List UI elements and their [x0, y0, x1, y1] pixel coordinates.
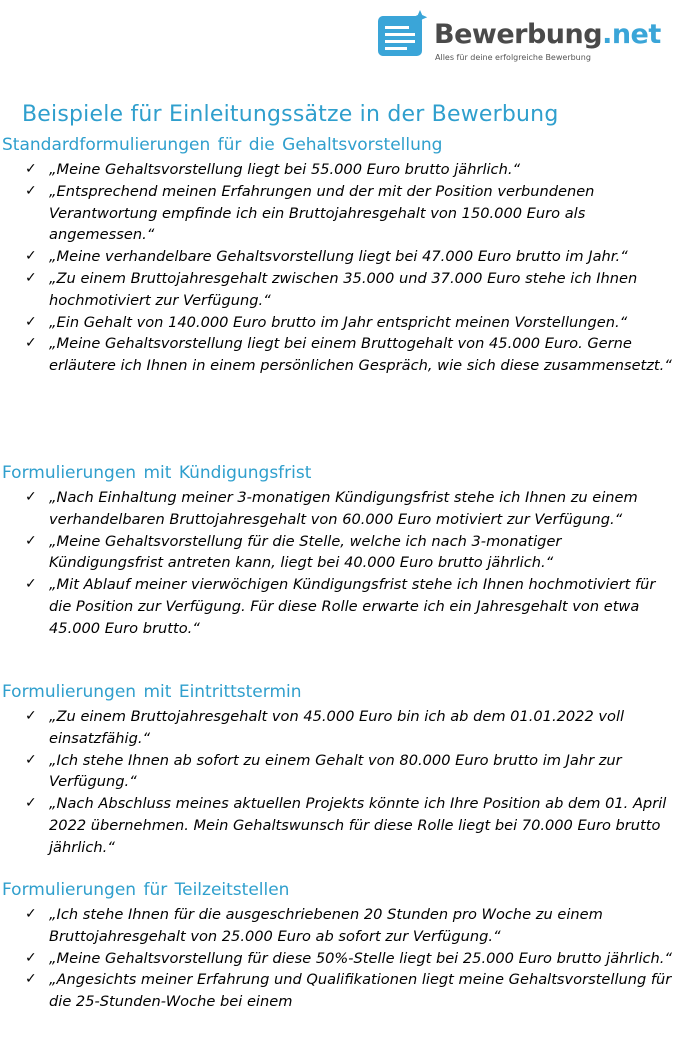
check-icon: ✓	[25, 708, 37, 724]
item-text: „Meine Gehaltsvorstellung liegt bei 55.000 Euro brutto jährlich.“	[49, 161, 521, 178]
list-item	[0, 904, 681, 948]
check-icon: ✓	[25, 532, 37, 549]
section-kuendigungsfrist	[0, 461, 681, 640]
list-item	[0, 333, 681, 377]
list-item	[0, 706, 681, 750]
list-item	[0, 181, 681, 246]
item-text: „Mit Ablauf meiner vierwöchigen Kündigungsfrist stehe ich Ihnen hochmotiviert für die Position zur Verfügung. Für diese Rolle erwarte ich ein Jahresgehalt von etwa 45.000 Euro brutto.“	[49, 576, 656, 637]
brand-tld: .net	[602, 19, 661, 50]
item-text: „Meine Gehaltsvorstellung für diese 50%-Stelle liegt bei 25.000 Euro brutto jährlich.“	[49, 949, 672, 967]
item-text: „Entsprechend meinen Erfahrungen und der mit der Position verbundenen Verantwortung empfinde ich ein Bruttojahresgehalt von 150.000 Euro als angemessen.“	[49, 182, 595, 244]
brand-name: Bewerbung	[434, 19, 603, 50]
list-item	[0, 750, 681, 794]
brand-tagline: Alles für deine erfolgreiche Bewerbung	[435, 53, 591, 62]
section-heading: Formulierungen mit Eintrittstermin	[2, 682, 302, 702]
section-teilzeit	[0, 878, 681, 1013]
section-heading: Formulierungen mit Kündigungsfrist	[2, 463, 312, 483]
check-icon: ✓	[25, 269, 37, 286]
section-heading: Formulierungen für Teilzeitstellen	[2, 880, 290, 900]
list-item	[0, 793, 681, 858]
list-item	[0, 246, 681, 268]
item-text: „Ein Gehalt von 140.000 Euro brutto im Jahr entspricht meinen Vorstellungen.“	[49, 313, 628, 331]
check-icon: ✓	[25, 248, 37, 265]
section-heading: Standardformulierungen für die Gehaltsvorstellung	[2, 135, 443, 155]
check-icon: ✓	[25, 313, 37, 330]
check-icon: ✓	[25, 335, 37, 352]
item-text: „Angesichts meiner Erfahrung und Qualifikationen liegt meine Gehaltsvorstellung für die 25-Stunden-Woche bei einem	[49, 971, 672, 1011]
check-icon: ✓	[25, 751, 37, 768]
list-item	[0, 531, 681, 575]
check-icon: ✓	[25, 182, 37, 199]
item-text: „Ich stehe Ihnen für die ausgeschriebenen 20 Stunden pro Woche zu einem Bruttojahresgehalt von 25.000 Euro ab sofort zur Verfügung.“	[49, 906, 603, 945]
item-text: „Ich stehe Ihnen ab sofort zu einem Gehalt von 80.000 Euro brutto im Jahr zur Verfügung.“	[49, 751, 622, 791]
list-item	[0, 312, 681, 334]
list-item	[0, 574, 681, 639]
list-item	[0, 487, 681, 531]
item-text: „Meine Gehaltsvorstellung liegt bei einem Bruttogehalt von 45.000 Euro. Gerne erläutere ich Ihnen in einem persönlichen Gespräch, wie sich diese zusammensetzt.“	[49, 335, 672, 375]
check-icon: ✓	[25, 795, 37, 812]
item-list	[0, 904, 681, 1013]
list-item	[0, 969, 681, 1013]
check-icon: ✓	[25, 949, 37, 966]
item-text: „Meine verhandelbare Gehaltsvorstellung liegt bei 47.000 Euro brutto im Jahr.“	[49, 248, 628, 266]
check-icon: ✓	[25, 576, 37, 593]
list-item	[0, 159, 681, 181]
check-icon: ✓	[25, 489, 37, 505]
item-text: „Zu einem Bruttojahresgehalt von 45.000 Euro bin ich ab dem 01.01.2022 voll einsatzfähig.“	[49, 708, 625, 747]
section-standard	[0, 133, 681, 377]
item-text: „Zu einem Bruttojahresgehalt zwischen 35.000 und 37.000 Euro stehe ich Ihnen hochmotiviert zur Verfügung.“	[49, 269, 638, 309]
check-icon: ✓	[25, 161, 37, 177]
section-eintrittstermin	[0, 680, 681, 859]
check-icon: ✓	[25, 906, 37, 922]
list-item	[0, 268, 681, 312]
list-item	[0, 948, 681, 970]
item-text: „Nach Abschluss meines aktuellen Projekts könnte ich Ihre Position ab dem 01. April 2022 übernehmen. Mein Gehaltswunsch für diese Rolle liegt bei 70.000 Euro brutto jährlich.“	[49, 795, 667, 856]
document-lines-icon	[376, 8, 432, 60]
item-list	[0, 159, 681, 377]
check-icon: ✓	[25, 971, 37, 988]
item-text: „Nach Einhaltung meiner 3-monatigen Kündigungsfrist stehe ich Ihnen zu einem verhandelbaren Bruttojahresgehalt von 60.000 Euro motiviert zur Verfügung.“	[49, 489, 638, 528]
item-list	[0, 487, 681, 640]
document-title: Beispiele für Einleitungssätze in der Bewerbung	[22, 101, 559, 127]
item-list	[0, 706, 681, 859]
brand-logo[interactable]	[374, 4, 676, 68]
item-text: „Meine Gehaltsvorstellung für die Stelle, welche ich nach 3-monatiger Kündigungsfrist antreten kann, liegt bei 40.000 Euro brutto jährlich.“	[49, 532, 562, 572]
brand-wordmark	[434, 20, 661, 50]
